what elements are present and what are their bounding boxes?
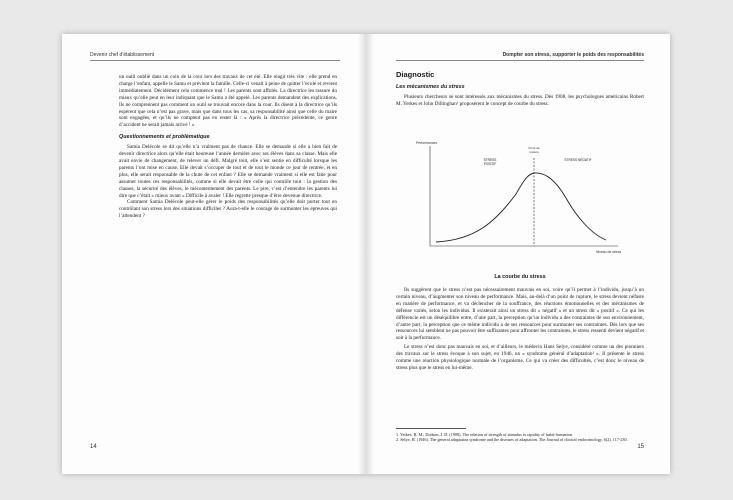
positive-stress-label-1: STRESS	[483, 158, 497, 162]
stress-curve	[436, 173, 606, 242]
footnote-rule	[396, 428, 466, 429]
running-head-right: Dompter son stress, supporter le poids des responsabilités	[502, 52, 644, 58]
footnotes	[396, 432, 644, 442]
rupture-label-1: Point de	[528, 146, 540, 150]
left-paragraph-2: Samia Delécole se dit qu’elle n’a vraiment pas de chance. Elle se demande si elle a bien fait de devenir directrice alors qu’elle était heureuse l’année dernière avec ses élèves dans sa classe. Mais elle avait envie de changement, de relever un défi. Malgré tout, elle s’est sentie en difficulté lorsque les parents l’ont mise en cause. Elle devait s’occuper de tout et de tout le monde ce jour de rentrée, et en plus, elle serait responsable de la chute de cet enfant ? Elle se demande vraiment si elle est faite pour assumer toutes ces responsabilités, comme si elle devait être celle qui contrôle tout : la gestion des classes, la sécurité des élèves, le mécontentement des parents. Le pire, c’est d’entendre les parents lui dire que c’était « mieux avant » Difficile à avaler ! Elle regrette presque d’être devenue directrice.	[119, 144, 337, 199]
book-spread	[62, 34, 670, 474]
page-number-right: 15	[637, 444, 644, 450]
right-page	[366, 34, 670, 474]
y-axis-label: Performances	[416, 141, 438, 145]
right-subheading: Les mécanismes du stress	[396, 83, 465, 90]
stress-curve-figure	[406, 136, 636, 266]
figure-caption: La courbe du stress	[494, 274, 546, 280]
right-paragraph-3: Le stress n’est donc pas mauvais en soi, et d’ailleurs, le médecin Hans Selye, considéré comme un des pionniers des travaux sur le stress évoque à son sujet, en 1946, un « syndrome général d’adaptation² ». Il présente le stress comme une réaction physiologique normale de l’organisme. Ce qui va créer des difficultés, c’est donc le niveau de stress plus que le stress en lui-même.	[396, 344, 644, 371]
positive-stress-label-2: POSITIF	[483, 162, 497, 166]
left-paragraph-1: un outil oublié dans un coin de la cour lors des travaux de cet été. Elle réagit très vite : elle prend en charge l’enfant, appelle le Samu et prévient la famille. Celle-ci venait à peine de quitter l’école et revient immédiatement. Décidément cela commence mal ! Les parents sont affolés. La directrice les rassure du mieux qu’elle peut en leur indiquant que le Samu a été appelé. Les parents demandent des explications. Ils ne comprennent pas comment un outil se trouvait encore dans la cour. Ils disent à la directrice qu’ils espèrent que cela n’est pas grave, mais que dans tous les cas, sa responsabilité ainsi que celle du maire sont engagées, et qu’ils ne comptent pas en rester là : « Après la directrice précédente, ce genre d’accident ne serait jamais arrivé ! »	[119, 74, 337, 129]
left-page	[62, 34, 366, 474]
section-heading: Diagnostic	[396, 70, 435, 79]
right-paragraph-2: Ils suggèrent que le stress n’est pas nécessairement mauvais en soi, voire qu’il permet à l’individu, jusqu’à un certain niveau, d’augmenter son niveau de performance. Mais, au-delà d’un point de rupture, le stress devient néfaste en matière de performance, et va déclencher de la souffrance, des réactions émotionnelles et des mécanismes de défense variés, selon les individus. Il existerait ainsi un stress dit « négatif » et un stress dit « positif ». Ce qui les différencie est un déséquilibre entre, d’une part, la perception qu’un individu a des contraintes de son environnement, d’autre part, la perception que ce même individu a de ses ressources pour surmonter ses contraintes. Dès lors que ses ressources lui semblent ne pas pouvoir être suffisantes pour affronter les contraintes, le stress ressenti devient négatif et soit à la performance.	[396, 287, 644, 342]
right-page-top	[396, 72, 644, 108]
right-paragraph-1: Plusieurs chercheurs se sont intéressés aux mécanismes du stress. Dès 1908, les psychologues américains Robert M. Yerkes et John Dillinghan¹ proposèrent le concept de courbe du stress.	[396, 93, 644, 107]
left-page-body	[119, 74, 337, 220]
x-axis-label: Niveau de stress	[596, 250, 622, 254]
left-paragraph-3: Comment Samia Delécole peut-elle gérer le poids des responsabilités qu’elle doit porter tout en contrôlant son stress lors des situations difficiles ? Aura-t-elle le courage de surmonter les épreuves qui l’attendent ?	[119, 199, 337, 220]
rupture-label-2: rupture	[529, 150, 539, 154]
left-subheading: Questionnements et problématique	[119, 134, 210, 141]
header-rule-left	[90, 60, 340, 61]
book-gutter-shadow	[358, 34, 374, 474]
header-rule-right	[396, 60, 644, 61]
footnote-2: 2. Selye, H. (1946). The general adaptation syndrome and the diseases of adaptation. The Journal of clinical endocrinology, 6(2), 117-230.	[396, 437, 628, 442]
running-head-left: Devenir chef d’établissement	[90, 52, 155, 58]
negative-stress-label: STRESS NÉGATIF	[564, 158, 592, 162]
right-page-bottom	[396, 287, 644, 372]
footnote-1: 1. Yerkes, R. M.; Dodson, J. D. (1908). The relation of strength of stimulus to rapidity of habit-formation.	[396, 432, 574, 437]
page-number-left: 14	[90, 444, 97, 450]
